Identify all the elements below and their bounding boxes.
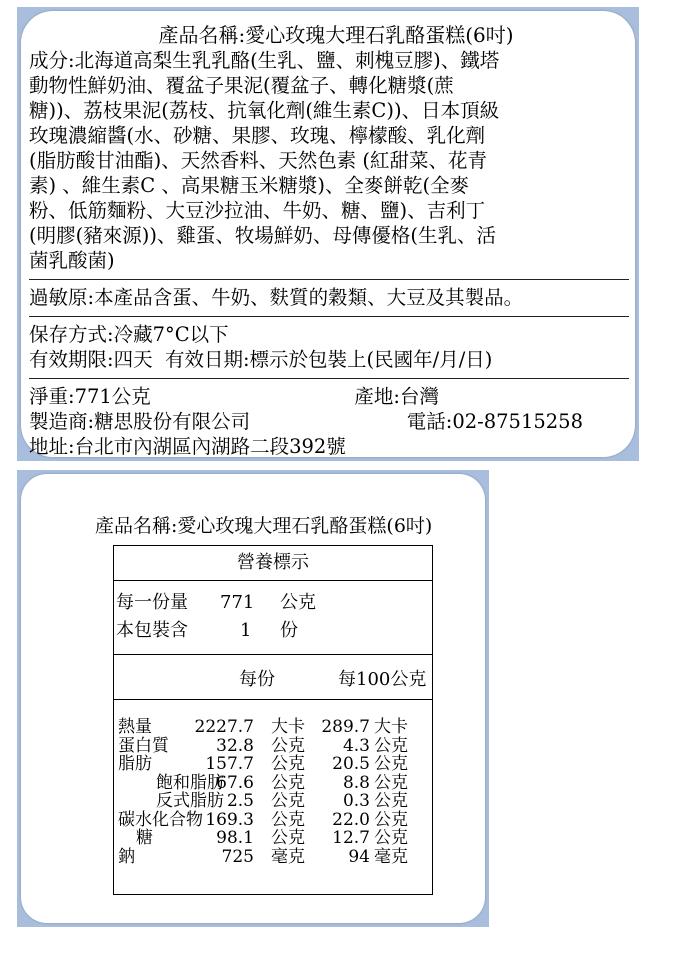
divider (29, 279, 629, 280)
nutrient-name: 飽和脂肪 (156, 772, 224, 793)
per-serving-value: 2227.7 (194, 717, 254, 737)
nutrient-name: 反式脂肪 (156, 791, 224, 811)
per-serving-value: 157.7 (205, 754, 254, 774)
per-100g-value: 22.0 (332, 809, 370, 830)
nutrient-rows (114, 700, 432, 866)
per-100g-unit: 公克 (374, 772, 408, 793)
divider (29, 378, 629, 379)
per-serving-unit: 公克 (271, 828, 305, 848)
nutrition-facts-table (113, 545, 433, 895)
product-title: 產品名稱:愛心玫瑰大理石乳酪蛋糕(6吋) (158, 23, 514, 47)
origin: 產地:台灣 (354, 385, 439, 408)
allergen-info: 過敏原:本產品含蛋、牛奶、麩質的穀類、大豆及其製品。 (29, 286, 524, 309)
col-per-100g: 每100公克 (338, 669, 427, 690)
per-serving-value: 98.1 (216, 828, 254, 848)
ingredients-line-5: (脂肪酸甘油酯)、天然香料、天然色素 (紅甜菜、花青 (29, 149, 488, 172)
servings-value: 1 (240, 620, 252, 641)
per-100g-value: 4.3 (342, 735, 370, 756)
product-label-text (29, 23, 629, 459)
product-label-card (21, 11, 635, 457)
nutrient-row (114, 792, 432, 811)
per-100g-unit: 公克 (374, 809, 408, 830)
divider (29, 316, 629, 317)
per-serving-value: 32.8 (216, 735, 254, 756)
per-serving-unit: 公克 (271, 735, 305, 756)
column-headers (114, 655, 432, 700)
net-weight: 淨重:771公克 (29, 385, 151, 408)
per-100g-unit: 毫克 (374, 846, 408, 867)
nutrient-row (114, 774, 432, 793)
nutrient-name: 蛋白質 (118, 735, 169, 756)
nutrient-name: 熱量 (118, 717, 152, 737)
nutrient-row (114, 848, 432, 867)
phone: 電話:02-87515258 (406, 410, 583, 433)
per-serving-unit: 公克 (271, 772, 305, 793)
per-100g-unit: 公克 (374, 828, 408, 848)
per-serving-unit: 公克 (271, 791, 305, 811)
per-100g-value: 0.3 (342, 791, 370, 811)
ingredients-line-6: 素) 、維生素C 、高果糖玉米糖漿)、全麥餅乾(全麥 (29, 174, 470, 197)
per-100g-unit: 公克 (374, 754, 408, 774)
nutrient-row (114, 755, 432, 774)
nutrition-label-card (21, 474, 485, 923)
per-100g-value: 20.5 (332, 754, 370, 774)
nutrient-row (114, 718, 432, 737)
nutrient-name: 鈉 (118, 846, 135, 867)
ingredients-line-3: 糖))、荔枝果泥(荔枝、抗氧化劑(維生素C))、日本頂級 (29, 99, 500, 122)
nutrition-product-title: 產品名稱:愛心玫瑰大理石乳酪蛋糕(6吋) (95, 515, 433, 537)
nutrient-name: 碳水化合物 (118, 809, 203, 830)
per-serving-value: 67.6 (216, 772, 254, 793)
per-100g-value: 289.7 (321, 717, 370, 737)
servings-label: 本包裝含 (116, 620, 188, 641)
per-serving-value: 169.3 (205, 809, 254, 830)
nutrition-heading: 營養標示 (114, 546, 432, 581)
serving-size-unit: 公克 (280, 592, 316, 613)
product-label-panel (17, 7, 639, 461)
per-serving-value: 725 (221, 846, 254, 867)
per-serving-value: 2.5 (226, 791, 254, 811)
ingredients-line-9: 菌乳酸菌) (29, 249, 115, 272)
serving-info (114, 581, 432, 655)
storage-info: 保存方式:冷藏7°C以下 (29, 323, 229, 346)
shelf-life-info: 有效期限:四天 有效日期:標示於包裝上(民國年/月/日) (29, 348, 493, 371)
per-100g-value: 8.8 (342, 772, 370, 793)
nutrient-row (114, 811, 432, 830)
per-100g-unit: 公克 (374, 791, 408, 811)
manufacturer-phone-row (29, 409, 629, 434)
nutrition-label-panel (17, 470, 489, 927)
per-serving-unit: 公克 (271, 754, 305, 774)
ingredients-line-7: 粉、低筋麵粉、大豆沙拉油、牛奶、糖、鹽)、吉利丁 (29, 199, 486, 222)
nutrient-row (114, 829, 432, 848)
servings-per-package-row (114, 617, 432, 645)
ingredients-line-1: 成分:北海道高梨生乳乳酪(生乳、鹽、刺槐豆膠)、鐵塔 (29, 49, 500, 72)
address: 地址:台北市內湖區內湖路二段392號 (29, 435, 346, 458)
nutrient-name: 脂肪 (118, 754, 152, 774)
per-100g-unit: 大卡 (374, 717, 408, 737)
col-per-serving: 每份 (239, 669, 275, 690)
per-100g-unit: 公克 (374, 735, 408, 756)
serving-size-label: 每一份量 (116, 592, 188, 613)
per-100g-value: 94 (348, 846, 370, 867)
nutrient-row (114, 737, 432, 756)
manufacturer: 製造商:糖思股份有限公司 (29, 410, 251, 433)
per-serving-unit: 公克 (271, 809, 305, 830)
ingredients-line-8: (明膠(豬來源))、雞蛋、牧場鮮奶、母傳優格(生乳、活 (29, 224, 497, 247)
per-100g-value: 12.7 (332, 828, 370, 848)
ingredients-line-2: 動物性鮮奶油、覆盆子果泥(覆盆子、轉化糖漿(蔗 (29, 74, 454, 97)
serving-size-row (114, 589, 432, 617)
per-serving-unit: 大卡 (271, 717, 305, 737)
weight-origin-row (29, 384, 629, 409)
servings-unit: 份 (280, 620, 298, 641)
nutrient-name: 糖 (136, 828, 153, 848)
serving-size-value: 771 (220, 592, 255, 613)
ingredients-line-4: 玫瑰濃縮醬(水、砂糖、果膠、玫瑰、檸檬酸、乳化劑 (29, 124, 486, 147)
per-serving-unit: 毫克 (271, 846, 305, 867)
